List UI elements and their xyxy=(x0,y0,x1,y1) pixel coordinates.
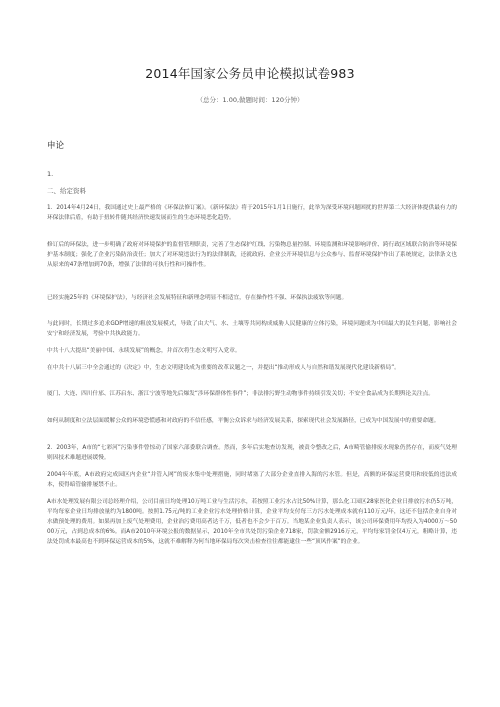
paragraph: 与此同时，长期过多追求GDP增速的粗放发展模式，导致了由大气、水、土壤等共同构成威胁人民健康的立体污染，环境问题成为中国最大的民生问题，影响社会安宁和经济发展，考验中共执政能力。 xyxy=(47,321,457,337)
paragraph: 在中共十八届三中全会通过的《决定》中，生态文明建设成为重要的改革议题之一，并提出“推动形成人与自然和谐发展现代化建设新格局”。 xyxy=(47,365,400,371)
section-heading: 二、给定资料 xyxy=(47,187,86,195)
paragraph: 中共十八大提出“美丽中国、永续发展”的概念，并首次将生态文明写入党章。 xyxy=(47,348,241,354)
paragraph: 2．2003年，A市的“七彩河”污染事件曾惊动了国家六部委联合调查。然而，多年后实地查访发现，被责令整改之后，A市畸管偷排废水现象仍然存在，而废气处理则因技术难题进展缓慢。 xyxy=(47,445,457,461)
paragraph: A市水处理发展有限公司总经理介绍，公司目前日均处理10万吨工业与生活污水，若按照工业污水占比50%计算，那么化工园区28家医化企业日排放污水仍5万吨，平均每家企业日均排放量约为1800吨。按照1.75元/吨的工业企业污水处理价格计算，企业平均支付每三方污水处理成本就有110万元/年，这还不包括企业自身对水做预处理的费用。如果再加上废气处理费用，企业治污费用高者达千万，低者也不会少于百万。当地某企业负责人表示，该公司环保费用年均投入为4000万～5000万元，占到总成本的6%。而A市2010年环境公报的数据显示，2010年全市共处罚污染企业718家，罚款金额2916万元，平均每家罚金仅4万元，粗略计算，违法处罚成本最高也不到环保运营成本的5%，这就不难解释为何当地环保局每次突击检查往往都能逮住一些“顶风作案”的企业。 xyxy=(47,499,457,545)
question-number: 1. xyxy=(47,170,54,178)
paragraph: 厦门、大连、四川什邡、江苏启东、浙江宁波等地先后爆发“涉环保群体性事件”；非法排污野生动物事件持续引发关切；不安全食品成为长期舆论关注点。 xyxy=(47,391,434,397)
subject-heading: 申论 xyxy=(47,141,65,151)
paragraph: 修订后的环保法，进一步明确了政府对环境保护的监督管理职责，完善了生态保护红线、污染物总量控制、环境监测和环境影响评价、跨行政区域联合防治等环境保护基本制度；强化了企业污染防治责任；加大了对环境违法行为的法律制裁，还就政府、企业公开环境信息与公众参与、监督环境保护作出了系统规定，法律条文也从原来的47条增加到70条，增强了法律的可执行性和可操作性。 xyxy=(47,242,457,268)
paragraph: 已经实施25年的《环境保护法》，与经济社会发展特征和新理念明显不相适宜，存在操作性不强、环保执法疲软等问题。 xyxy=(47,295,348,301)
paragraph: 如何从制度和立法层面缓解公众的环境恐慌感和对政府的不信任感，平衡公众诉求与经济发展关系，探索现代社会发展路径，已成为中国发展中的重要命题。 xyxy=(47,418,440,424)
exam-meta: （总分：1.00,做题时间：120分钟） xyxy=(196,96,304,104)
document-title: 2014年国家公务员申论模拟试卷983 xyxy=(145,66,355,81)
paragraph: 2004年年底，A市政府完成园区内企业“并管入网”的废水集中处理措施，同时堵塞了大部分企业直排入海的污水管。但是，高额的环保运营费用和较低的违法成本，使得暗管偷排屡禁不止。 xyxy=(47,472,457,488)
paragraph: 1．2014年4月24日，我国通过史上最严格的《环保法修订案》。《新环保法》将于2015年1月1日施行，此举为深受环境问题困扰的世界第二大经济体提供最有力的环保法律后盾，有助于扭转件随其经济快速发展而生的生态环境恶化趋势。 xyxy=(47,205,457,221)
